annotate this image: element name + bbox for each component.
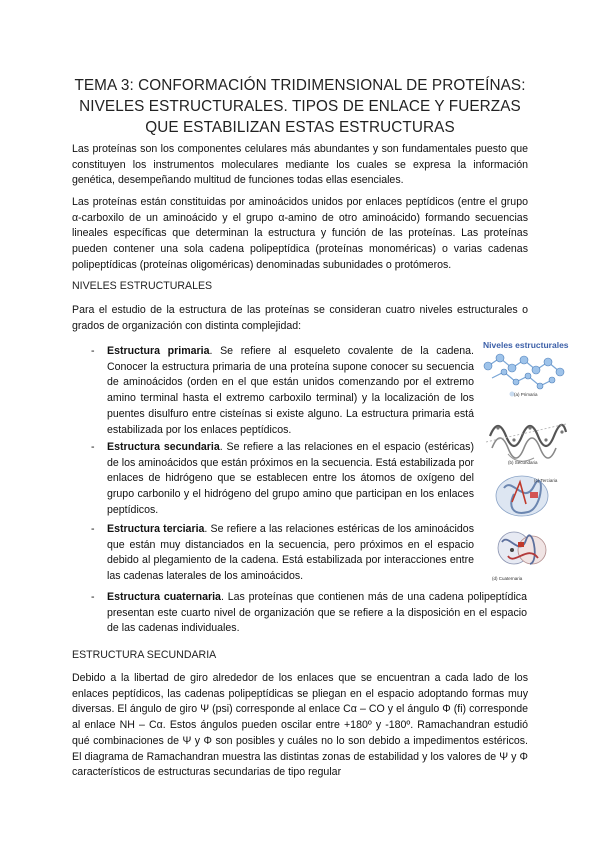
term-tertiary: Estructura terciaria	[107, 523, 205, 535]
caption-tertiary: (c) Terciaria	[534, 478, 558, 483]
text-tertiary: . Se refiere a las relaciones estéricas de los aminoácidos que están muy distanciados en la secuencia, pero próximos en el espacio debido al plegamiento de la cadena. Está estabilizada por interacciones entre las cadenas laterales de los aminoácidos.	[107, 523, 474, 583]
list-item-tertiary	[107, 522, 474, 585]
protein-levels-illustration	[478, 336, 570, 590]
list-bullet: -	[91, 441, 95, 453]
quaternary-complex-illustration	[498, 532, 546, 564]
text-secondary: . Se refiere a las relaciones en el espacio (estéricas) de los aminoácidos que están próximos en la secuencia. Está estabilizada por enlaces de hidrógeno que se establecen entre los átomos de oxígeno del grupo carbonilo y el hidrógeno del grupo amino que participan en los enlaces peptídicos.	[107, 441, 474, 516]
title-line-2: NIVELES ESTRUCTURALES. TIPOS DE ENLACE Y FUERZAS	[79, 98, 521, 115]
composition-paragraph: Las proteínas están constituidas por aminoácidos unidos por enlaces peptídicos (entre el grupo α-carboxilo de un aminoácido y el grupo α-amino de otro aminoácido) formando secuencias lineales específicas que determinan la estructura y función de las proteínas. Las proteínas pueden contener una sola cadena polipeptídica (proteínas monoméricas) o varias cadenas polipeptídicas (proteínas oligoméricas) denominadas subunidades o protómeros.	[72, 196, 528, 271]
secondary-structure-paragraph: Debido a la libertad de giro alrededor de los enlaces que se encuentran a cada lado de los enlaces peptídicos, las cadenas polipeptídicas se pliegan en el espacio adoptando formas muy diversas. El ángulo de giro Ψ (psi) corresponde al enlace Cα – CO y el ángulo Φ (fi) corresponde al enlace NH – Cα. Estos ángulos pueden oscilar entre +180º y -180º. Ramachandran estudió qué combinaciones de Ψ y Φ son posibles y cuáles no lo son debido a impedimentos estéricos. El diagrama de Ramachandran muestra las distintas zonas de estabilidad y los valores de Ψ y Φ característicos de estructuras secundarias de tipo regular	[72, 672, 528, 779]
caption-primary: (a) Primaria	[514, 392, 538, 397]
secondary-helix-illustration	[486, 424, 566, 461]
levels-intro-paragraph: Para el estudio de la estructura de las proteínas se consideran cuatro niveles estructurales o grados de organización con distinta complejidad:	[72, 304, 528, 332]
primary-chain-illustration	[484, 354, 564, 397]
title-line-3: QUE ESTABILIZAN ESTAS ESTRUCTURAS	[145, 119, 455, 136]
levels-heading: NIVELES ESTRUCTURALES	[72, 280, 213, 292]
list-bullet: -	[91, 345, 95, 357]
text-primary: . Se refiere al esqueleto covalente de la cadena. Conocer la estructura primaria de una proteína supone conocer su secuencia de aminoácidos (orden en el que están unidos comenzando por el extremo amino terminal hasta el extremo carboxilo terminal) y la localización de los puentes disulfuro entre cisteínas si existe alguno. La estructura primaria está estabilizada por los enlaces peptídicos.	[107, 345, 475, 436]
secondary-structure-heading: ESTRUCTURA SECUNDARIA	[72, 649, 217, 661]
list-bullet: -	[91, 523, 95, 535]
title-line-1: TEMA 3: CONFORMACIÓN TRIDIMENSIONAL DE PROTEÍNAS:	[74, 77, 526, 94]
term-secondary: Estructura secundaria	[107, 441, 220, 453]
intro-paragraph: Las proteínas son los componentes celulares más abundantes y son fundamentales puesto que constituyen los instrumentos moleculares mediante los cuales se expresa la información genética, desempeñando multitud de funciones todas ellas esenciales.	[72, 143, 528, 187]
page-title	[60, 75, 540, 138]
list-item-quaternary	[107, 590, 527, 637]
text-quaternary: . Las proteínas que contienen más de una cadena polipeptídica presentan este cuarto nivel de organización que se refiere a la disposición en el espacio de las cadenas individuales.	[107, 591, 527, 635]
caption-secondary: (b) Secundaria	[508, 460, 538, 465]
term-primary: Estructura primaria	[107, 345, 210, 357]
list-item-primary	[107, 344, 474, 438]
term-quaternary: Estructura cuaternaria	[107, 591, 221, 603]
list-item-secondary	[107, 440, 474, 519]
caption-quaternary: (d) Cuaternaria	[492, 576, 523, 581]
structural-levels-figure	[478, 336, 570, 590]
figure-title: Niveles estructurales	[483, 340, 569, 350]
list-bullet: -	[91, 591, 95, 603]
